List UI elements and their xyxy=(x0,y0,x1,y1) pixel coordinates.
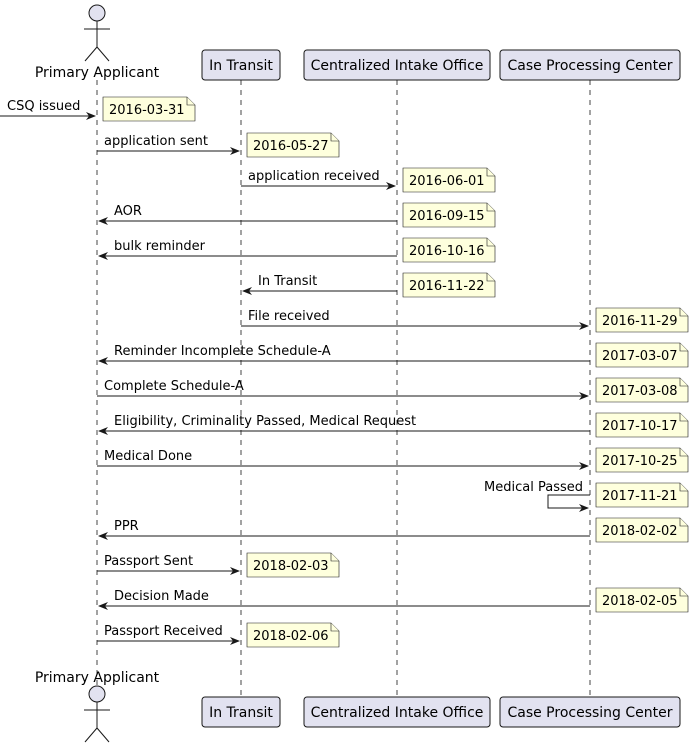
note-fold xyxy=(680,378,688,386)
note-date: 2016-11-29 xyxy=(602,314,678,329)
message-label: Medical Passed xyxy=(484,480,583,495)
note-date: 2017-03-07 xyxy=(602,349,678,364)
actor-leg-left xyxy=(85,47,97,61)
participant-label: In Transit xyxy=(209,705,273,721)
note-date: 2018-02-06 xyxy=(253,629,329,644)
actor-leg-right xyxy=(97,47,109,61)
participant-label: Centralized Intake Office xyxy=(310,58,484,74)
message-label: Complete Schedule-A xyxy=(104,379,244,394)
message xyxy=(484,480,590,508)
date-note xyxy=(596,343,688,367)
actor-leg-right xyxy=(97,728,109,742)
message-label: Reminder Incomplete Schedule-A xyxy=(114,344,331,359)
message-label: application received xyxy=(248,169,380,184)
message-label: Passport Sent xyxy=(104,554,194,569)
note-date: 2016-11-22 xyxy=(409,279,485,294)
message xyxy=(241,309,588,326)
date-note xyxy=(403,203,495,227)
date-note xyxy=(596,588,688,612)
message xyxy=(0,99,95,116)
date-note xyxy=(596,483,688,507)
participant-box-cio-bottom xyxy=(304,697,490,727)
note-fold xyxy=(187,97,195,105)
date-note xyxy=(596,378,688,402)
message-label: PPR xyxy=(114,519,139,534)
message xyxy=(97,449,588,466)
message xyxy=(99,239,397,256)
note-date: 2017-10-25 xyxy=(602,454,678,469)
actor-label-bottom: Primary Applicant xyxy=(34,670,160,686)
message xyxy=(99,204,397,221)
message-label: AOR xyxy=(114,204,142,219)
note-fold xyxy=(680,343,688,351)
date-note xyxy=(596,448,688,472)
actor-label-top: Primary Applicant xyxy=(34,65,160,81)
date-note xyxy=(403,168,495,192)
message-label: application sent xyxy=(104,134,208,149)
date-note xyxy=(403,273,495,297)
message-label: CSQ issued xyxy=(7,99,81,114)
note-fold xyxy=(680,483,688,491)
note-date: 2016-10-16 xyxy=(409,244,485,259)
message xyxy=(241,169,395,186)
message xyxy=(243,274,397,291)
date-note xyxy=(403,238,495,262)
message-label: Medical Done xyxy=(104,449,193,464)
actor-head xyxy=(89,686,105,702)
note-date: 2016-06-01 xyxy=(409,174,485,189)
date-note xyxy=(596,518,688,542)
message-label: Eligibility, Criminality Passed, Medical Request xyxy=(114,414,417,429)
actor-primary-applicant xyxy=(35,5,160,81)
participant-box-cpc-bottom xyxy=(500,697,680,727)
message-label: In Transit xyxy=(258,274,318,289)
message xyxy=(99,344,590,361)
note-fold xyxy=(680,413,688,421)
note-date: 2017-11-21 xyxy=(602,489,678,504)
message xyxy=(97,554,239,571)
date-note xyxy=(247,623,339,647)
participant-label: Case Processing Center xyxy=(507,705,673,721)
participant-box-it-bottom xyxy=(202,697,280,727)
note-date: 2017-03-08 xyxy=(602,384,678,399)
note-date: 2016-03-31 xyxy=(109,103,185,118)
actor-leg-left xyxy=(85,728,97,742)
note-date: 2016-05-27 xyxy=(253,139,329,154)
note-fold xyxy=(331,553,339,561)
message xyxy=(97,379,588,396)
note-fold xyxy=(680,448,688,456)
message-label: Decision Made xyxy=(114,589,209,604)
participant-box-it-top xyxy=(202,50,280,80)
message xyxy=(99,414,590,431)
participant-label: Centralized Intake Office xyxy=(310,705,484,721)
date-note xyxy=(596,413,688,437)
messages xyxy=(0,97,688,647)
note-fold xyxy=(680,518,688,526)
message xyxy=(97,624,239,641)
message-label: bulk reminder xyxy=(114,239,205,254)
participant-label: In Transit xyxy=(209,58,273,74)
note-date: 2018-02-05 xyxy=(602,594,678,609)
message xyxy=(97,134,239,151)
participant-box-cpc-top xyxy=(500,50,680,80)
date-note xyxy=(247,133,339,157)
note-date: 2018-02-02 xyxy=(602,524,678,539)
participant-label: Case Processing Center xyxy=(507,58,673,74)
note-date: 2017-10-17 xyxy=(602,419,678,434)
note-date: 2016-09-15 xyxy=(409,209,485,224)
note-fold xyxy=(487,273,495,281)
note-fold xyxy=(680,588,688,596)
note-fold xyxy=(331,623,339,631)
note-date: 2018-02-03 xyxy=(253,559,329,574)
message xyxy=(99,589,590,606)
note-fold xyxy=(680,308,688,316)
date-note xyxy=(596,308,688,332)
message-label: File received xyxy=(248,309,330,324)
message-label: Passport Received xyxy=(104,624,223,639)
date-note xyxy=(103,97,195,121)
actor-primary-applicant-bottom xyxy=(35,670,160,742)
actor-head xyxy=(89,5,105,21)
message xyxy=(99,519,590,536)
date-note xyxy=(247,553,339,577)
participant-box-cio-top xyxy=(304,50,490,80)
